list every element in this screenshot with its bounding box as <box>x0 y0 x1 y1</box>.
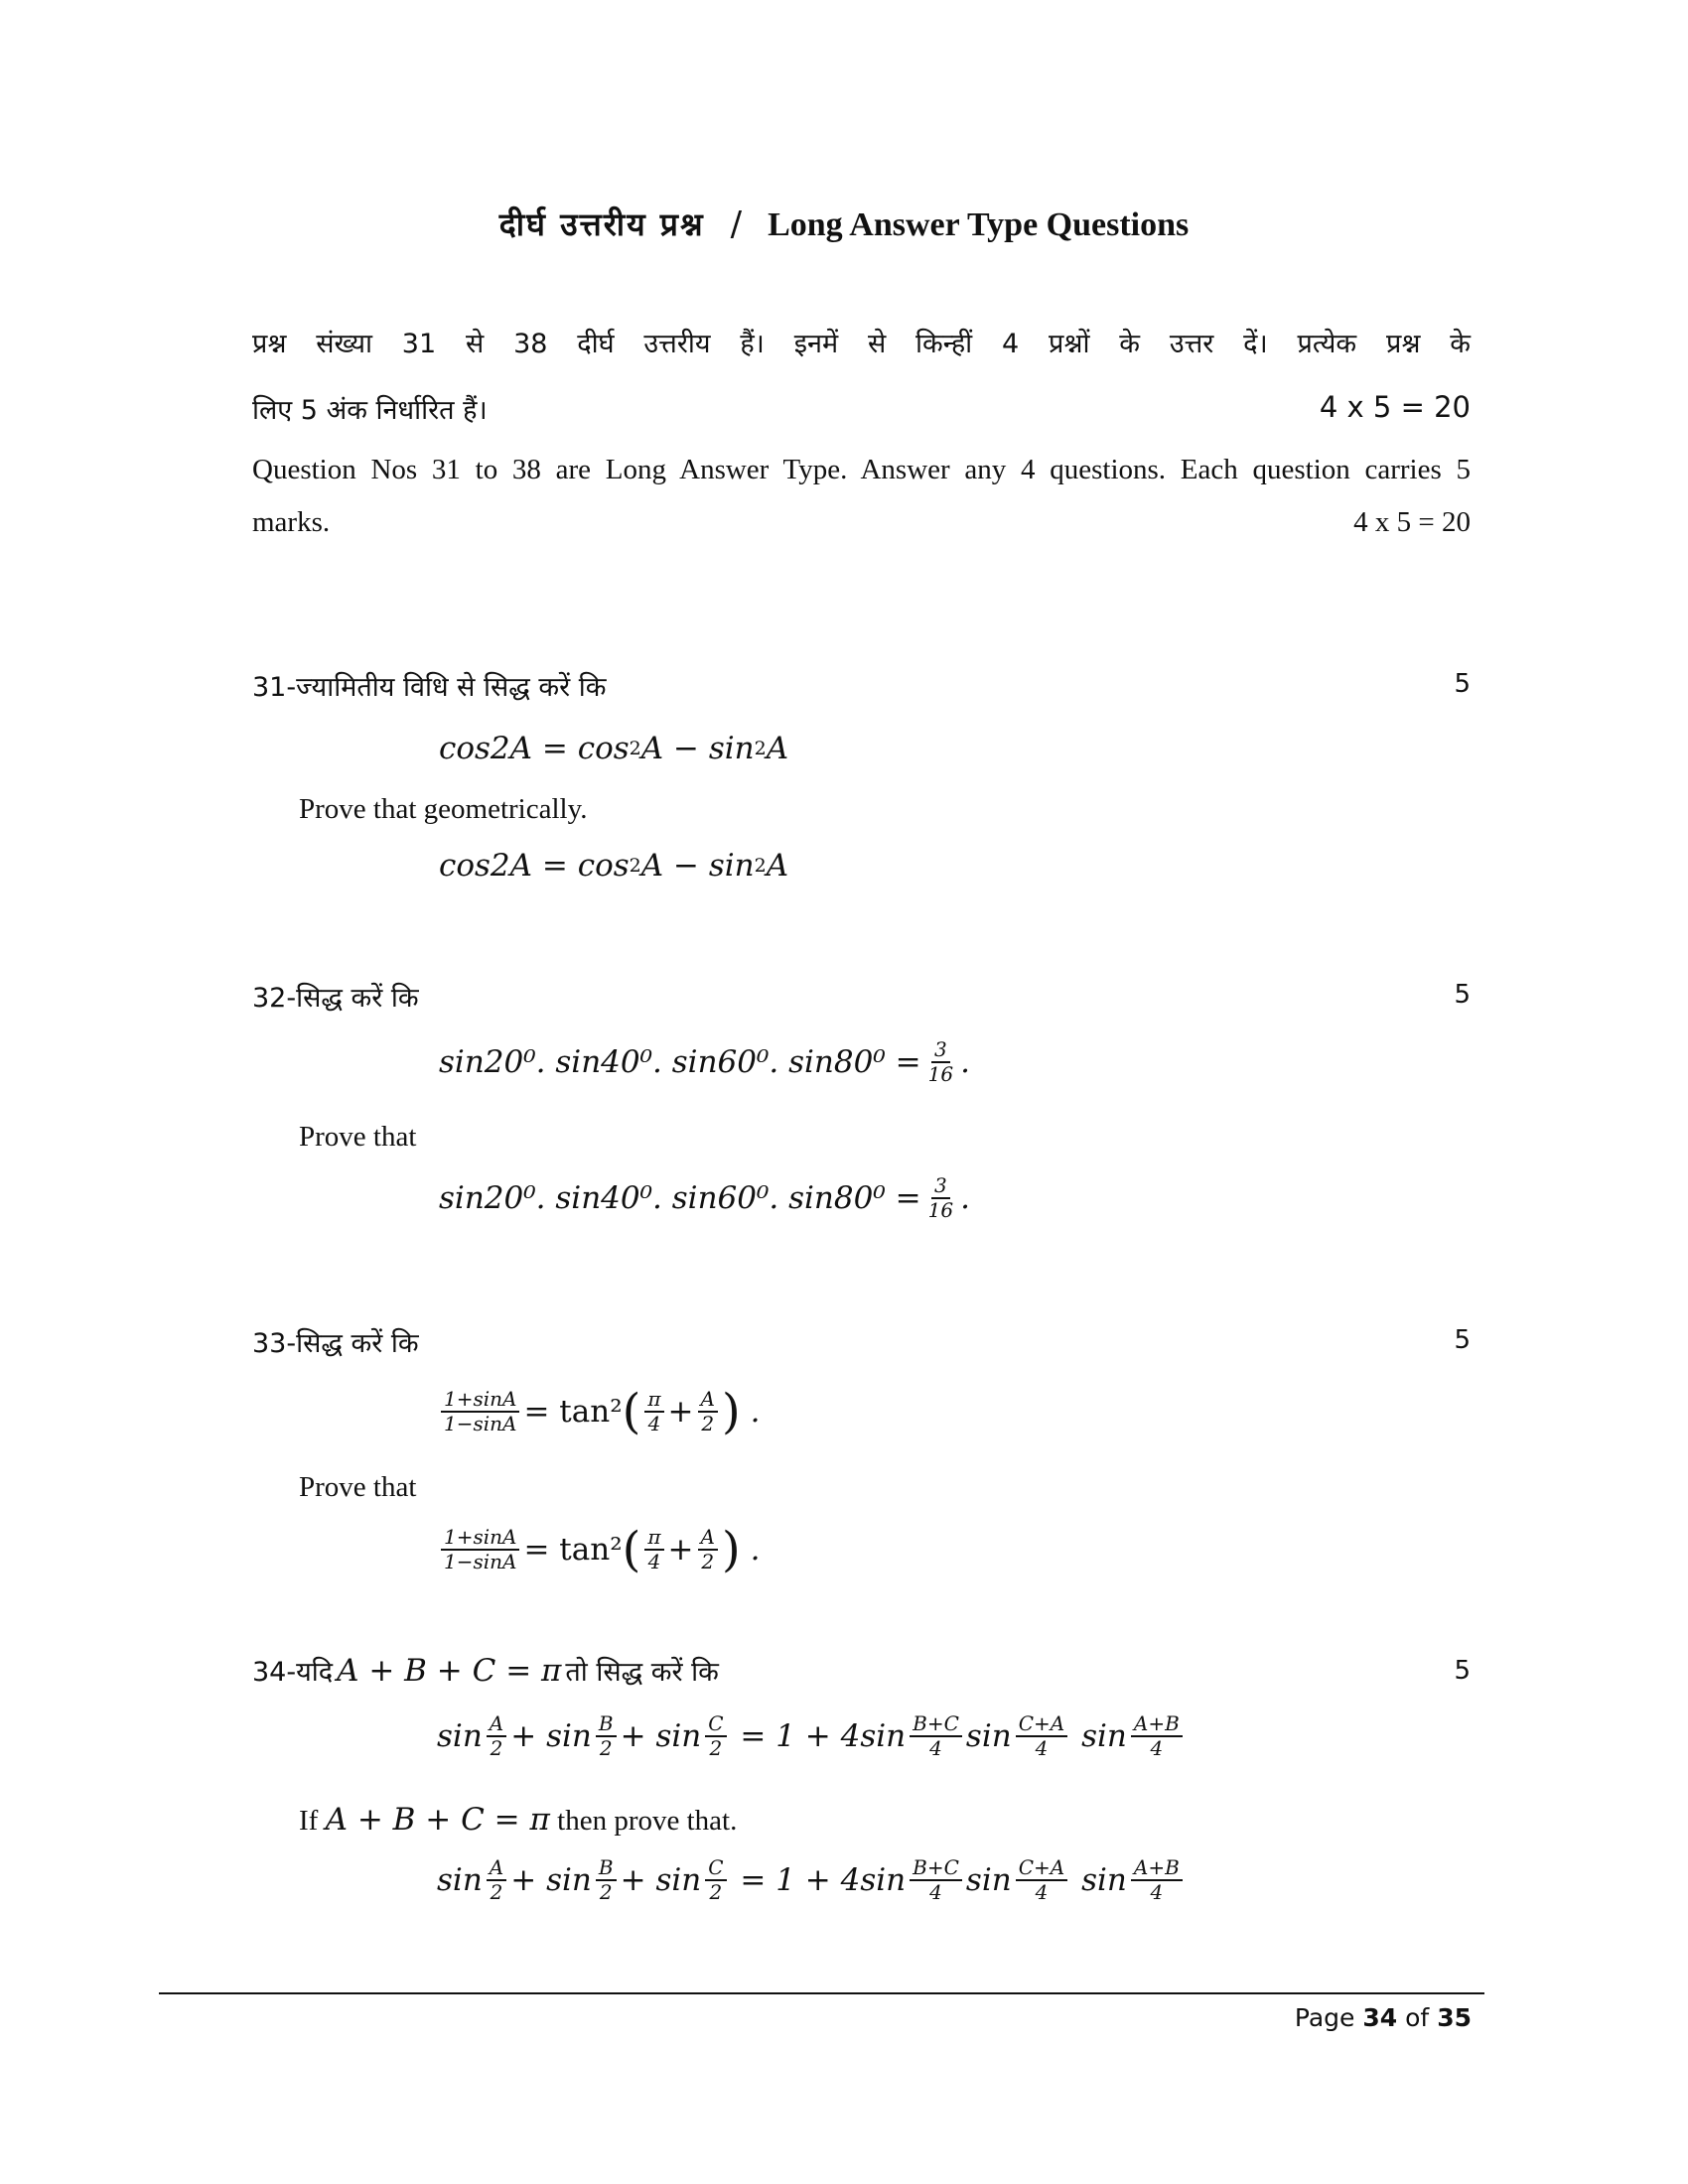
math-token: 2 <box>490 1736 503 1760</box>
math-token: A <box>766 731 789 766</box>
fraction <box>925 1174 956 1222</box>
math-token: 2 <box>709 1736 723 1760</box>
math-token: C <box>705 1712 726 1737</box>
math-token: 2 <box>599 1880 613 1904</box>
math-token: 4 <box>929 1880 942 1904</box>
math-token: of <box>1405 2003 1430 2032</box>
page-title <box>0 203 1688 245</box>
fraction <box>1131 1856 1183 1904</box>
question-32-equation-hindi <box>439 1038 970 1086</box>
math-token: A <box>487 1712 506 1737</box>
math-token: sin <box>1081 1718 1127 1754</box>
math-token: sin <box>965 1862 1012 1898</box>
instructions-hindi-line2 <box>252 390 1471 427</box>
fraction <box>705 1856 726 1904</box>
math-token: 34-यदि <box>252 1657 334 1688</box>
title-hindi: दीर्घ उत्तरीय प्रश्न <box>498 205 705 243</box>
fraction <box>910 1712 962 1760</box>
math-token: = 1 + 4sin <box>740 1862 907 1898</box>
math-token: 1−sinA <box>444 1412 517 1435</box>
math-token: sin <box>965 1718 1012 1754</box>
math-token: 16 <box>927 1062 954 1086</box>
math-token: A <box>698 1526 718 1551</box>
math-token: 2 <box>599 1736 613 1760</box>
question-31-label: 31-ज्यामितीय विधि से सिद्ध करें कि <box>252 672 607 703</box>
fraction <box>925 1038 956 1086</box>
math-token: 2 <box>701 1550 715 1573</box>
math-token: + <box>667 1532 694 1568</box>
math-token: 2 <box>701 1412 715 1435</box>
math-token: 35 <box>1437 2003 1472 2032</box>
math-token: then prove that. <box>557 1805 738 1837</box>
math-token: तो सिद्ध करें कि <box>565 1657 719 1688</box>
instructions-hindi-line1: प्रश्न संख्या 31 से 38 दीर्घ उत्तरीय हैं। इनमें से किन्हीं 4 प्रश्नों के उत्तर दें। प्रत्येक प्रश्न के <box>252 329 1471 359</box>
math-token: = tan² <box>523 1394 623 1430</box>
question-31-english: Prove that geometrically. <box>299 793 588 825</box>
question-33-marks: 5 <box>1454 1325 1471 1355</box>
math-token: ) <box>721 1522 741 1577</box>
math-token: π <box>644 1388 663 1413</box>
math-token: 4 <box>1150 1736 1164 1760</box>
math-token: = 1 + 4sin <box>740 1718 907 1754</box>
question-34-label <box>252 1652 719 1689</box>
math-token: sin <box>437 1718 483 1754</box>
fraction <box>644 1526 663 1573</box>
math-token: 2 <box>754 738 767 759</box>
question-32-label: 32-सिद्ध करें कि <box>252 983 419 1014</box>
math-token: B <box>596 1712 617 1737</box>
math-token: = tan² <box>523 1532 623 1568</box>
math-token: A <box>487 1856 506 1881</box>
math-token: 2 <box>629 855 641 877</box>
math-token: A+B <box>1131 1856 1183 1881</box>
question-33-equation-english <box>437 1522 761 1577</box>
fraction <box>698 1526 718 1573</box>
math-token: A <box>698 1388 718 1413</box>
math-token: A <box>766 848 789 884</box>
math-token: . <box>750 1394 761 1430</box>
fraction <box>1016 1856 1068 1904</box>
instructions-hindi-text: लिए 5 अंक निर्धारित हैं। <box>252 395 488 426</box>
math-token: B <box>596 1856 617 1881</box>
math-token: 4 <box>929 1736 942 1760</box>
math-token: 4 <box>647 1412 661 1435</box>
math-token: 2 <box>629 738 641 759</box>
fraction <box>910 1856 962 1904</box>
fraction <box>441 1526 519 1573</box>
instructions-english-line2 <box>252 506 1471 539</box>
math-token: sin <box>1081 1862 1127 1898</box>
footer-divider <box>159 1992 1484 1994</box>
math-token: ( <box>622 1522 641 1577</box>
math-token: . <box>750 1532 761 1568</box>
math-token: B+C <box>910 1712 962 1737</box>
instructions-english-marks: 4 x 5 = 20 <box>1353 506 1471 538</box>
math-token: 4 <box>1150 1880 1164 1904</box>
fraction <box>487 1712 506 1760</box>
instructions-english-line1: Question Nos 31 to 38 are Long Answer Type. Answer any 4 questions. Each question carries 5 <box>252 454 1471 485</box>
math-token: sin <box>546 1862 592 1898</box>
math-token: 3 <box>931 1174 950 1199</box>
math-token: A − sin <box>640 731 755 766</box>
math-token: cos2A = cos <box>439 848 630 884</box>
question-31-equation-english <box>439 848 788 884</box>
fraction <box>705 1712 726 1760</box>
fraction <box>441 1388 519 1435</box>
fraction <box>487 1856 506 1904</box>
math-token: B+C <box>910 1856 962 1881</box>
math-token: + <box>510 1718 537 1754</box>
math-token: sin <box>546 1718 592 1754</box>
question-34-english <box>299 1802 737 1838</box>
math-token: C <box>705 1856 726 1881</box>
math-token: + <box>667 1394 694 1430</box>
page-number <box>1295 2003 1472 2032</box>
fraction <box>1131 1712 1183 1760</box>
question-34-equation-english <box>437 1856 1187 1904</box>
instructions-english-text: marks. <box>252 506 331 538</box>
math-token: + <box>620 1718 646 1754</box>
fraction <box>596 1856 617 1904</box>
math-token: 3 <box>931 1038 950 1063</box>
math-token: 2 <box>754 855 767 877</box>
math-token: + <box>510 1862 537 1898</box>
math-token: . <box>960 1180 970 1216</box>
question-32-equation-english <box>439 1174 970 1222</box>
question-34-marks: 5 <box>1454 1656 1471 1686</box>
math-token: A + B + C = π <box>337 1653 562 1689</box>
math-token: A + B + C = π <box>325 1802 550 1838</box>
title-english: Long Answer Type Questions <box>768 206 1190 243</box>
fraction <box>596 1712 617 1760</box>
math-token: C+A <box>1016 1856 1068 1881</box>
math-token: sin20⁰. sin40⁰. sin60⁰. sin80⁰ = <box>439 1044 921 1080</box>
math-token: 4 <box>1035 1880 1049 1904</box>
math-token: C+A <box>1016 1712 1068 1737</box>
math-token: Page <box>1294 2003 1355 2032</box>
fraction <box>644 1388 663 1435</box>
fraction <box>1016 1712 1068 1760</box>
question-32-marks: 5 <box>1454 980 1471 1010</box>
question-33-english: Prove that <box>299 1471 417 1503</box>
math-token: sin <box>655 1862 702 1898</box>
math-token: + <box>620 1862 646 1898</box>
math-token: 1+sinA <box>441 1388 519 1413</box>
math-token: 34 <box>1362 2003 1398 2032</box>
math-token: A+B <box>1131 1712 1183 1737</box>
math-token: 2 <box>709 1880 723 1904</box>
math-token: 4 <box>1035 1736 1049 1760</box>
math-token: 1+sinA <box>441 1526 519 1551</box>
instructions-hindi-marks: 4 x 5 = 20 <box>1319 390 1471 424</box>
math-token: ) <box>721 1384 741 1439</box>
math-token: 16 <box>927 1198 954 1222</box>
math-token: π <box>644 1526 663 1551</box>
question-32-english: Prove that <box>299 1121 417 1153</box>
math-token: sin <box>437 1862 483 1898</box>
math-token: sin <box>655 1718 702 1754</box>
math-token: sin20⁰. sin40⁰. sin60⁰. sin80⁰ = <box>439 1180 921 1216</box>
math-token: 2 <box>490 1880 503 1904</box>
math-token: ( <box>622 1384 641 1439</box>
math-token: 4 <box>647 1550 661 1573</box>
question-31-equation-hindi <box>439 731 788 766</box>
math-token: cos2A = cos <box>439 731 630 766</box>
question-33-label: 33-सिद्ध करें कि <box>252 1328 419 1359</box>
question-34-equation-hindi <box>437 1712 1187 1760</box>
math-token: If <box>299 1805 319 1837</box>
question-31-marks: 5 <box>1454 669 1471 699</box>
title-separator: / <box>730 205 743 244</box>
math-token: A − sin <box>640 848 755 884</box>
question-33-equation-hindi <box>437 1384 761 1439</box>
fraction <box>698 1388 718 1435</box>
math-token: 1−sinA <box>444 1550 517 1573</box>
math-token: . <box>960 1044 970 1080</box>
